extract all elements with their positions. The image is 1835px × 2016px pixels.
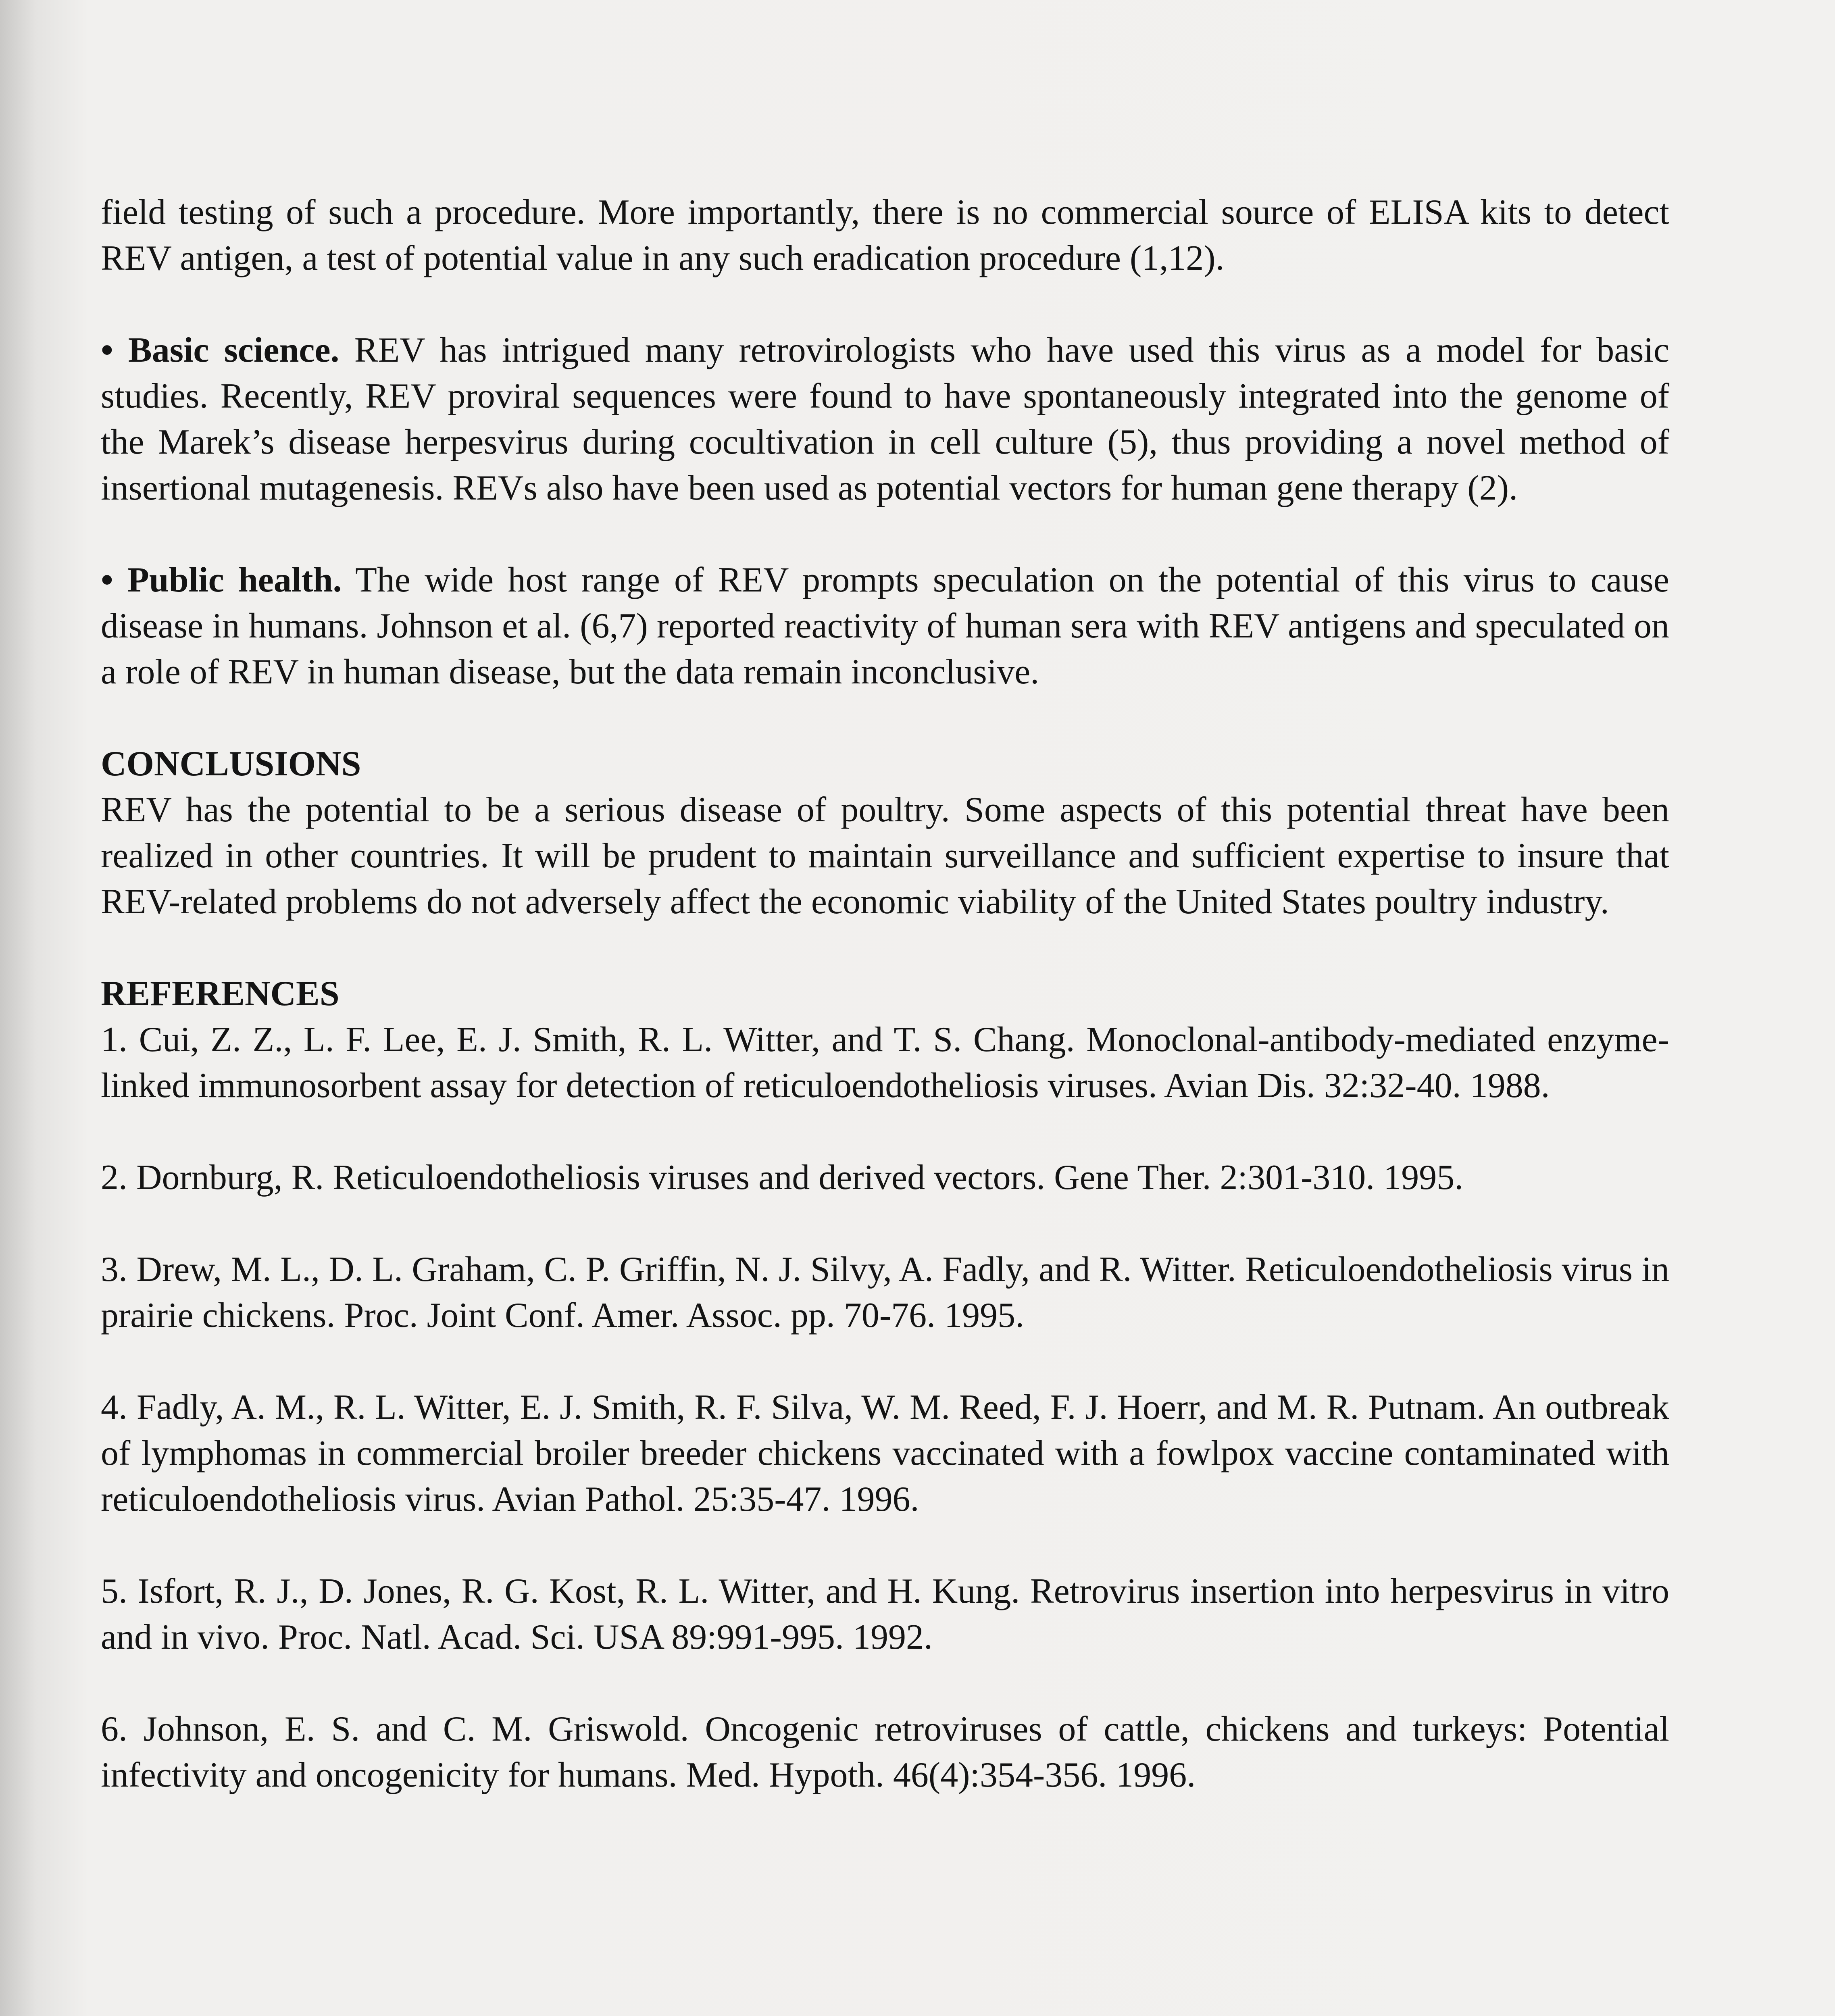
public-health-text: The wide host range of REV prompts speculation on the potential of this virus to cause disease in humans. Johnson et al. (6,7) reported reactivity of human sera with REV antigens and speculated on a role of REV in human disease, but the data remain inconclusive.	[101, 560, 1669, 691]
conclusions-paragraph: REV has the potential to be a serious disease of poultry. Some aspects of this potential threat have been realized in other countries. It will be prudent to maintain surveillance and sufficient expertise to insure that REV-related problems do not adversely affect the economic viability of the United States poultry industry.	[101, 790, 1669, 921]
intro-paragraph: field testing of such a procedure. More importantly, there is no commercial source of ELISA kits to detect REV antigen, a test of potential value in any such eradication procedure (1,12).	[101, 193, 1669, 278]
references-heading: REFERENCES	[101, 974, 340, 1013]
reference-item: 2. Dornburg, R. Reticuloendotheliosis viruses and derived vectors. Gene Ther. 2:301-310. 1995.	[101, 1158, 1464, 1197]
public-health-bullet: •	[101, 560, 113, 600]
basic-science-text: REV has intrigued many retrovirologists who have used this virus as a model for basic studies. Recently, REV proviral sequences were found to have spontaneously integrated into the genome of the Marek’s disease herpesvirus during cocultivation in cell culture (5), thus providing a novel method of insertional mutagenesis. REVs also have been used as potential vectors for human gene therapy (2).	[101, 331, 1670, 508]
basic-science-lead: Basic science.	[128, 331, 340, 370]
basic-science-paragraph	[101, 327, 1669, 511]
reference-item: 4. Fadly, A. M., R. L. Witter, E. J. Smith, R. F. Silva, W. M. Reed, F. J. Hoerr, and M. R. Putnam. An outbreak of lymphomas in commercial broiler breeder chickens vaccinated with a fowlpox vaccine contaminated with reticuloendotheliosis virus. Avian Pathol. 25:35-47. 1996.	[101, 1388, 1669, 1519]
page-content	[101, 190, 1669, 1844]
reference-item: 6. Johnson, E. S. and C. M. Griswold. Oncogenic retroviruses of cattle, chickens and turkeys: Potential infectivity and oncogenicity for humans. Med. Hypoth. 46(4):354-356. 1996.	[101, 1710, 1669, 1795]
public-health-lead: Public health.	[127, 560, 342, 600]
reference-item: 3. Drew, M. L., D. L. Graham, C. P. Griffin, N. J. Silvy, A. Fadly, and R. Witter. Reticuloendotheliosis virus in prairie chickens. Proc. Joint Conf. Amer. Assoc. pp. 70-76. 1995.	[101, 1250, 1669, 1335]
public-health-paragraph	[101, 557, 1669, 695]
reference-item: 1. Cui, Z. Z., L. F. Lee, E. J. Smith, R. L. Witter, and T. S. Chang. Monoclonal-antibody-mediated enzyme-linked immunosorbent assay for detection of reticuloendotheliosis viruses. Avian Dis. 32:32-40. 1988.	[101, 1020, 1669, 1105]
conclusions-heading: CONCLUSIONS	[101, 744, 361, 783]
reference-item: 5. Isfort, R. J., D. Jones, R. G. Kost, R. L. Witter, and H. Kung. Retrovirus insertion into herpesvirus in vitro and in vivo. Proc. Natl. Acad. Sci. USA 89:991-995. 1992.	[101, 1572, 1669, 1657]
basic-science-bullet: •	[101, 331, 113, 370]
